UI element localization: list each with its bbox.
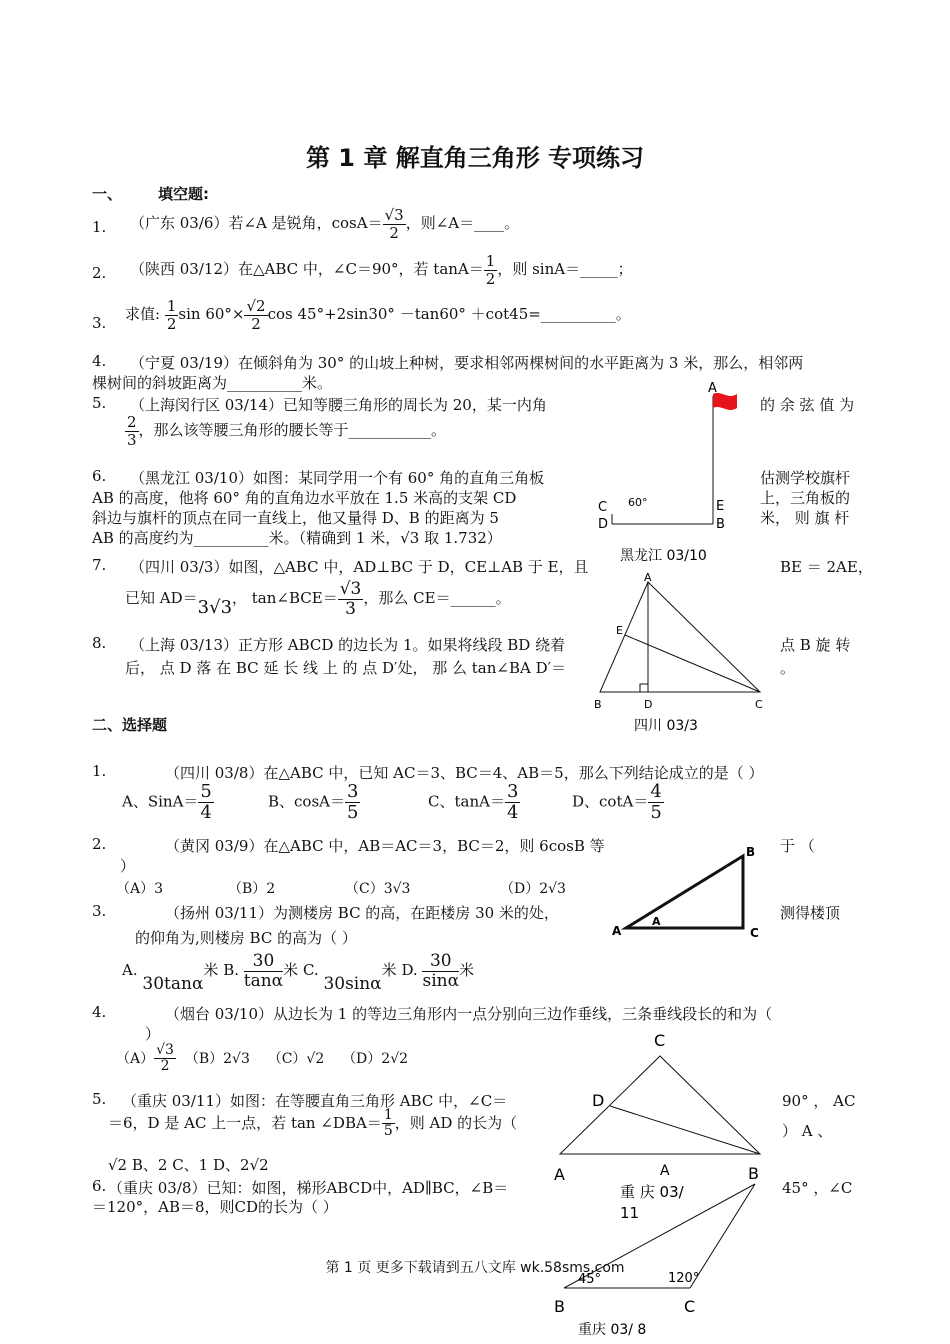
choice-3-line1: （扬州 03/11）为测楼房 BC 的高，在距楼房 30 米的处，: [165, 904, 559, 922]
label-A: A: [644, 572, 652, 584]
choice-5-line1: （重庆 03/11）如图：在等腰直角三角形 ABC 中，∠C＝: [122, 1092, 508, 1110]
question-8-line1: （上海 03/13）正方形 ABCD 的边长为 1。如果将线段 BD 绕着: [130, 636, 566, 654]
question-text: ， tan∠BCE＝: [232, 589, 338, 608]
figure-caption: 黑龙江 03/10: [620, 548, 707, 564]
question-number: 8.: [92, 634, 107, 652]
question-number: 1.: [92, 762, 107, 780]
segment-bd: [610, 1106, 760, 1154]
question-6-line3: 斜边与旗杆的顶点在同一直线上，他又量得 D、B 的距离为 5: [92, 509, 499, 527]
question-4-line1: （宁夏 03/19）在倾斜角为 30° 的山坡上种树，要求相邻两棵树间的水平距离为 3 米，那么，相邻两: [130, 354, 804, 372]
question-5-line2: [125, 414, 446, 448]
label-D: D: [598, 517, 609, 532]
label-B: B: [594, 698, 602, 711]
question-text: 求值:: [125, 305, 161, 323]
question-text: ，则 sinA＝_____；: [497, 260, 633, 278]
figure-flagpole: [590, 378, 760, 570]
question-number: 4.: [92, 352, 107, 370]
question-text: sin 60°×: [178, 305, 245, 323]
question-number: 5.: [92, 1090, 107, 1108]
fraction: $\frac{√3}{2}$: [384, 206, 404, 242]
choice-6-line1: （重庆 03/8）已知：如图，梯形ABCD中，AD∥BC，∠B＝: [108, 1179, 509, 1197]
question-number: 3.: [92, 902, 107, 920]
question-2: [130, 253, 633, 287]
choice-1-option-b: B、cosA＝ $\frac{3}{5}$: [268, 781, 359, 823]
fraction: $\frac{2}{3}$: [127, 413, 137, 449]
question-5-right: 的 余 弦 值 为: [760, 396, 855, 414]
math-value: 3√3: [197, 597, 233, 619]
label-C: C: [654, 1031, 666, 1050]
choice-3-options: A. 30tanα米 B. $\frac{30}{\tan\alpha}$ 米 C. 30sinα米 D. $\frac{30}{\sin\alpha}$ 米: [122, 951, 475, 995]
fraction: $\frac{√2}{2}$: [246, 297, 266, 333]
choice-2-option-a: （A）3: [116, 881, 164, 897]
question-6-right3: 米， 则 旗 杆: [760, 509, 850, 527]
choice-3-right: 测得楼顶: [780, 904, 841, 922]
figure-caption: 重 庆 03/: [620, 1183, 684, 1201]
question-5-line1: （上海闵行区 03/14）已知等腰三角形的周长为 20，某一内角: [130, 396, 547, 414]
label-B: B: [554, 1297, 565, 1316]
question-6-line2: AB 的高度，他将 60° 角的直角边水平放在 1.5 米高的支架 CD: [92, 489, 517, 507]
angle-label: A: [652, 915, 661, 928]
choice-2-text: （黄冈 03/9）在△ABC 中，AB＝AC＝3，BC＝2，则 6cosB 等: [165, 837, 605, 855]
label-A: A: [554, 1165, 565, 1184]
choice-5-right1: 90° ， AC: [782, 1092, 856, 1110]
question-text: （广东 03/6）若∠A 是锐角，cosA＝: [130, 214, 383, 232]
question-number: 6.: [92, 1177, 107, 1195]
question-6-right1: 估测学校旗杆: [760, 469, 851, 487]
choice-4-wrap: ）: [145, 1025, 161, 1043]
question-text: 已知 AD＝: [125, 589, 198, 608]
choice-4-text: （烟台 03/10）从边长为 1 的等边三角形内一点分别向三边作垂线，三条垂线段长的和为（: [165, 1005, 773, 1023]
choice-1-option-a: A、SinA＝ $\frac{5}{4}$: [122, 781, 212, 823]
choice-5-line3: √2 B、2 C、1 D、2√2: [108, 1156, 269, 1174]
question-number: 3.: [92, 314, 107, 332]
label-E: E: [716, 499, 725, 514]
right-angle-mark: [640, 684, 648, 692]
question-number: 2.: [92, 264, 107, 282]
angle-c-label: 120°: [668, 1271, 700, 1286]
question-number: 4.: [92, 1003, 107, 1021]
question-number: 7.: [92, 556, 107, 574]
question-number: 5.: [92, 394, 107, 412]
question-6-line4: AB 的高度约为__________米。（精确到 1 米，√3 取 1.732）: [92, 529, 502, 547]
question-number: 2.: [92, 835, 107, 853]
angle-b-label: 45°: [578, 1272, 602, 1287]
label-C: C: [684, 1297, 696, 1316]
fraction: $\frac{√3}{3}$: [339, 579, 362, 619]
page-title: 第 1 章 解直角三角形 专项练习: [305, 144, 645, 172]
question-7-right: BE ＝ 2AE，: [780, 558, 873, 576]
choice-6-right1: 45° ，∠C: [782, 1179, 853, 1197]
choice-2-option-b: （B）2: [228, 881, 276, 897]
question-text: ，则∠A＝____。: [405, 214, 520, 232]
question-1: [130, 207, 519, 241]
altitude-ce: [625, 635, 760, 692]
figure-caption: 重庆 03/ 8: [578, 1322, 647, 1338]
question-7-line2: [125, 580, 511, 618]
choice-3-line2: 的仰角为,则楼房 BC 的高为（ ）: [135, 929, 357, 947]
question-7-line1: （四川 03/3）如图，△ABC 中，AD⊥BC 于 D，CE⊥AB 于 E，且: [130, 558, 589, 576]
question-text: （陕西 03/12）在△ABC 中，∠C＝90°，若 tanA＝: [130, 260, 484, 278]
label-C: C: [750, 926, 759, 940]
figure-right-triangle: [606, 843, 776, 943]
label-B: B: [716, 517, 725, 532]
question-4-line2: 棵树间的斜坡距离为__________米。: [92, 374, 333, 392]
label-B: B: [748, 1164, 759, 1183]
question-3: [125, 298, 631, 332]
choice-5-right2: ） A 、: [782, 1122, 833, 1140]
choice-6-line2: ＝120°，AB＝8，则CD的长为（ ）: [92, 1198, 338, 1216]
question-text: ，那么 CE＝______。: [363, 589, 511, 608]
fraction: $\frac{1}{2}$: [166, 297, 177, 333]
question-8-line2: 后， 点 D 落 在 BC 延 长 线 上 的 点 D′处， 那 么 tan∠BA D′＝: [125, 659, 567, 677]
label-D: D: [592, 1091, 605, 1110]
angle-label: 60°: [628, 496, 648, 509]
label-C: C: [598, 500, 608, 515]
section-heading: 二、选择题: [92, 716, 168, 734]
choice-1-option-c: C、tanA＝ $\frac{3}{4}$: [428, 781, 519, 823]
triangle-abc: [600, 582, 760, 692]
question-number: 1.: [92, 218, 107, 236]
choice-2-right: 于 （: [780, 837, 815, 855]
choice-2-wrap: ）: [120, 857, 136, 875]
question-6-line1: （黑龙江 03/10）如图：某同学用一个有 60° 角的直角三角板: [130, 469, 545, 487]
choice-1-option-d: D、cotA＝ $\frac{4}{5}$: [572, 781, 662, 823]
label-C: C: [755, 698, 763, 711]
page-footer: 第 1 页 更多下载请到五八文库 wk.58sms.com: [325, 1260, 625, 1276]
label-A: A: [708, 381, 717, 396]
triangle-abc: [560, 1056, 760, 1154]
section-heading: 填空题:: [158, 185, 209, 203]
choice-2-option-c: （C）3√3: [345, 881, 411, 897]
figure-caption: 四川 03/3: [634, 718, 698, 734]
label-E: E: [616, 624, 623, 637]
question-text: cos 45°+2sin30° －tan60° ＋cot45=__________。: [267, 305, 631, 323]
figure-triangle-sichuan: [588, 572, 773, 737]
fraction: $\frac{1}{2}$: [485, 252, 496, 288]
question-number: 6.: [92, 467, 107, 485]
figure-caption-line2: 11: [620, 1204, 640, 1222]
choice-4-options: （A） $\frac{√3}{2}$ （B）2√3 （C）√2 （D）2√2: [116, 1042, 409, 1075]
label-D: D: [644, 698, 653, 711]
choice-1-text: （四川 03/8）在△ABC 中，已知 AC＝3、BC＝4、AB＝5，那么下列结论成立的是（ ）: [165, 764, 764, 782]
label-A: A: [612, 924, 622, 938]
question-8-right2: 。: [780, 659, 796, 677]
choice-2-option-d: （D）2√3: [500, 881, 566, 897]
question-6-right2: 上，三角板的: [760, 489, 851, 507]
choice-5-line2: ＝6，D 是 AC 上一点，若 tan ∠DBA＝ $\frac{1}{5}$ ，则 AD 的长为（: [108, 1107, 518, 1140]
section-number: 一、: [92, 185, 123, 203]
label-mid: A: [660, 1163, 670, 1179]
label-B: B: [746, 845, 756, 859]
question-8-right1: 点 B 旋 转: [780, 636, 851, 654]
triangle-abc: [626, 856, 743, 928]
question-text: ，那么该等腰三角形的腰长等于___________。: [138, 421, 447, 439]
